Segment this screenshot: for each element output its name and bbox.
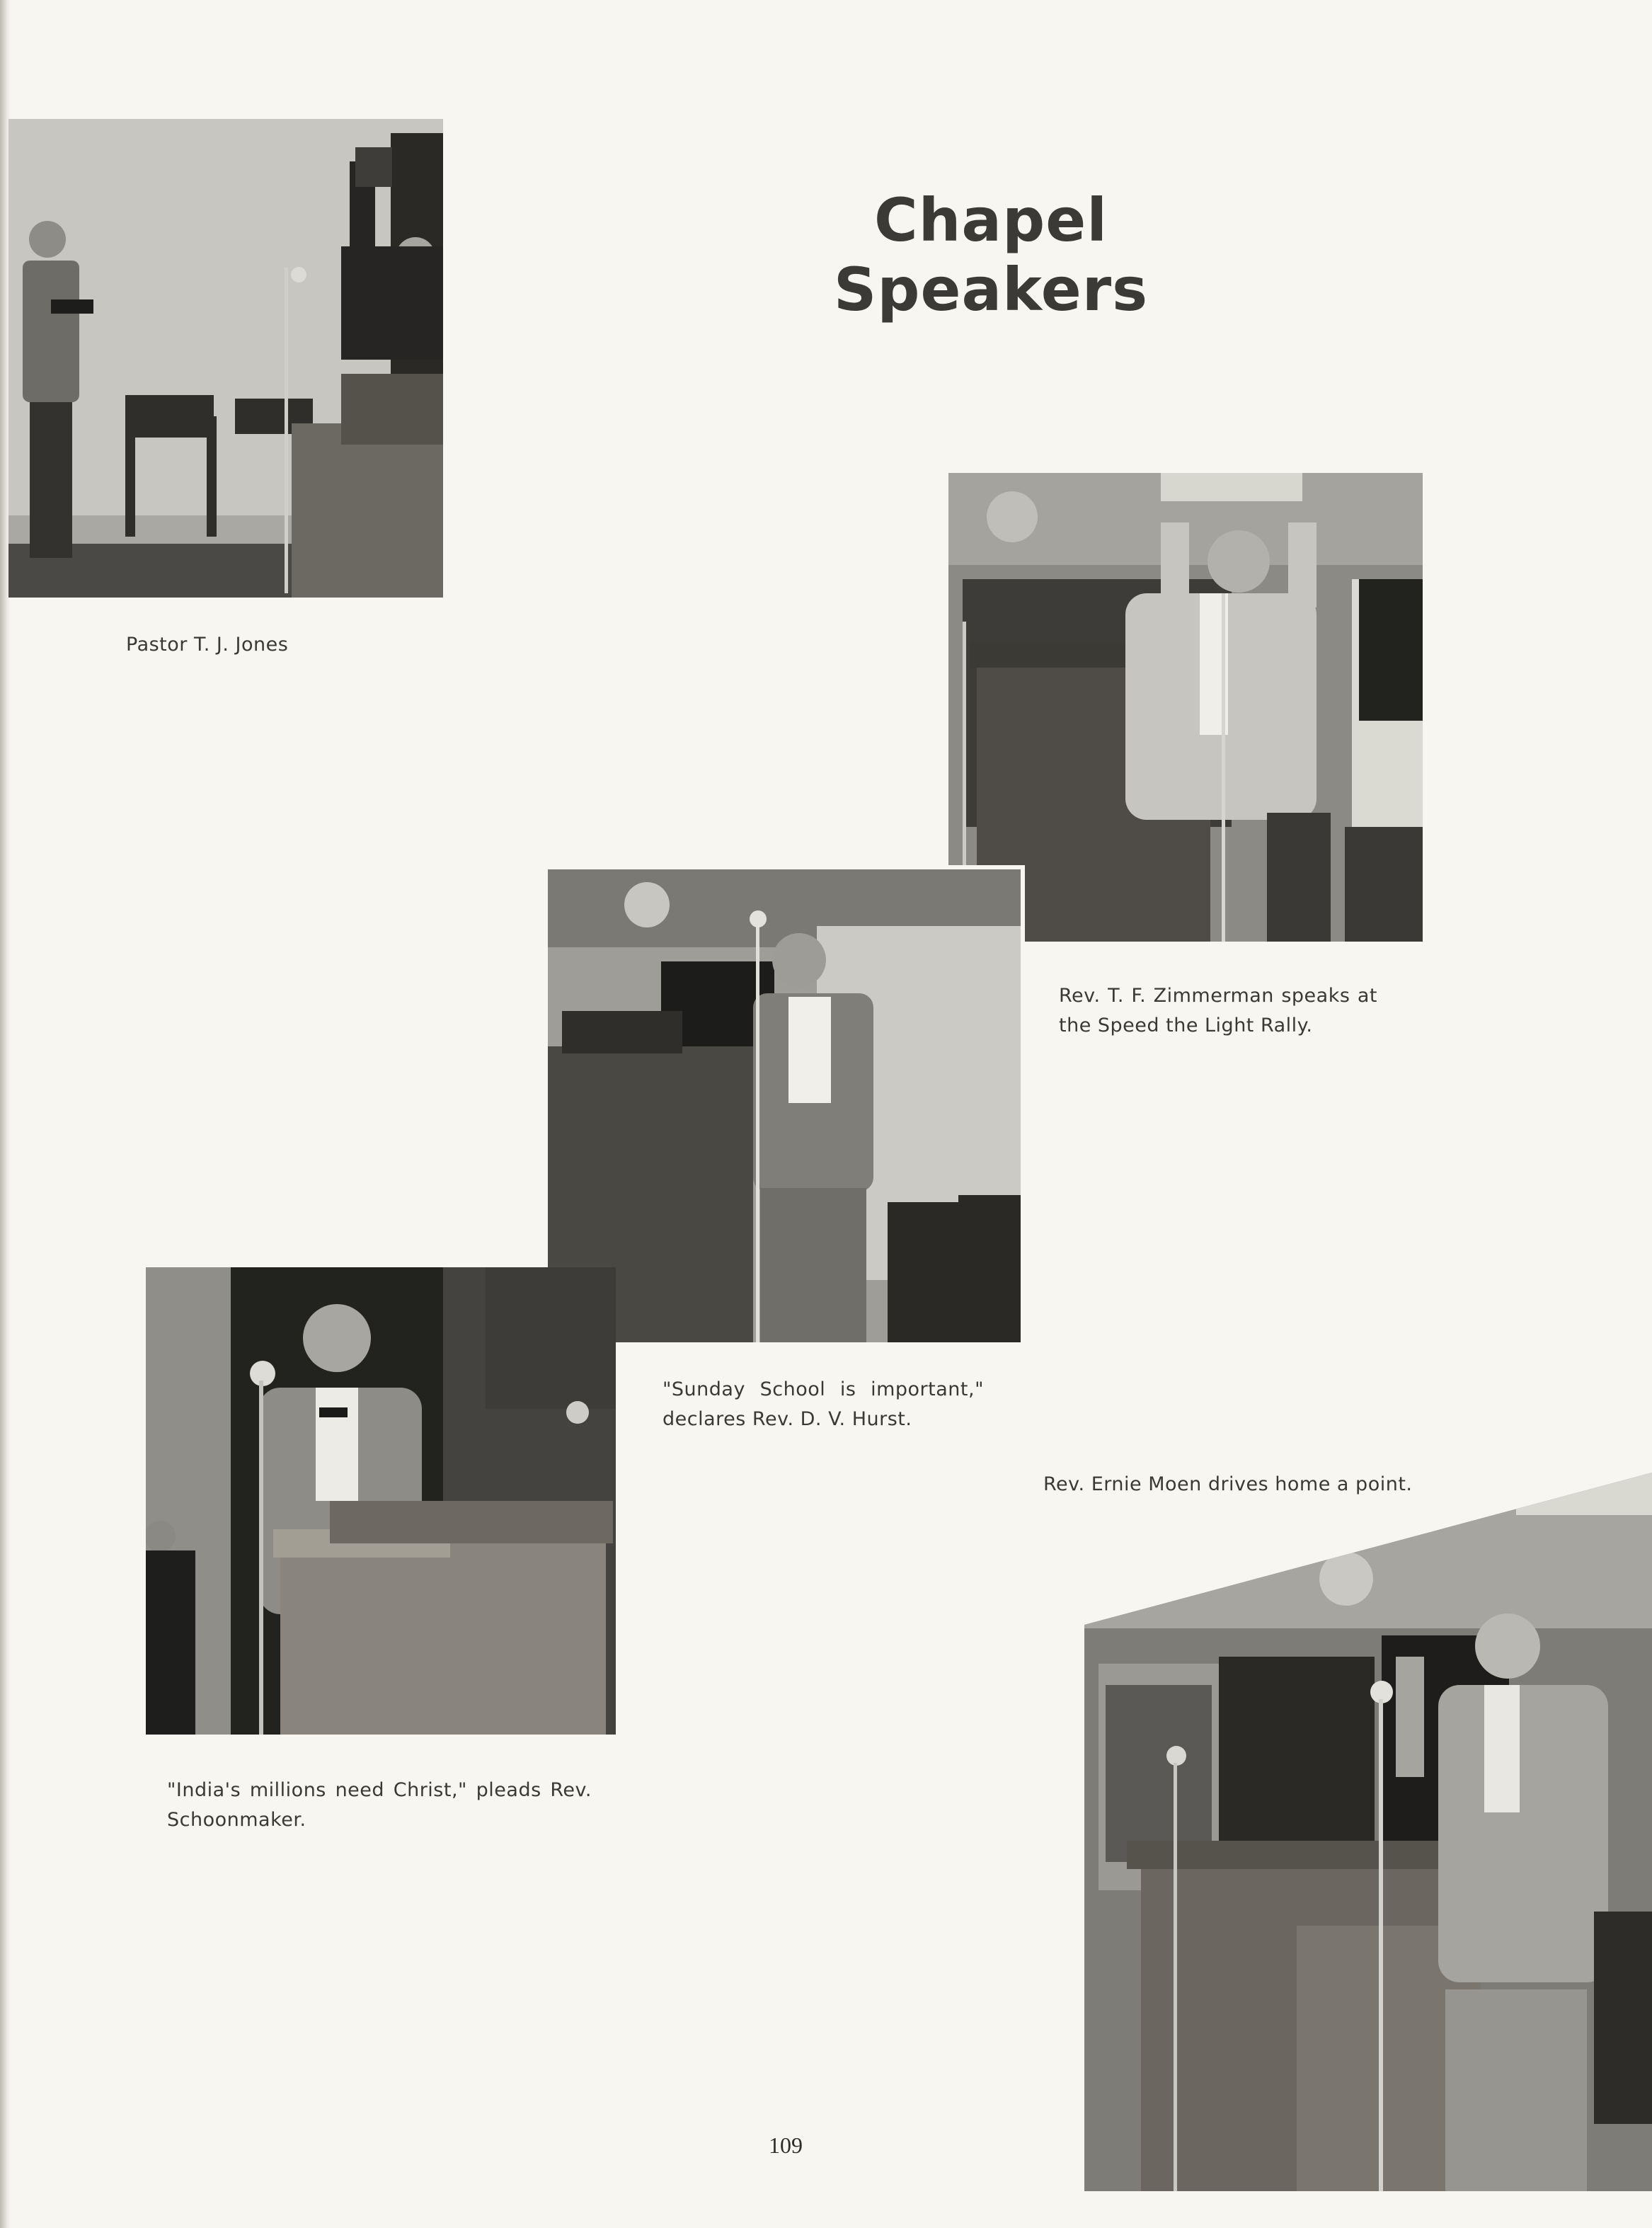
photo-rev-hurst	[544, 865, 1025, 1347]
photo-rev-schoonmaker	[146, 1267, 616, 1735]
caption-rev-hurst: "Sunday School is important," declares Rev. D. V. Hurst.	[662, 1378, 984, 1430]
caption-pastor-jones: Pastor T. J. Jones	[126, 634, 289, 656]
caption-rev-schoonmaker: "India's millions need Christ," pleads Rev. Schoonmaker.	[167, 1779, 592, 1831]
photo-rev-moen-image	[1084, 1473, 1652, 2191]
page-title: Chapel Speakers	[833, 185, 1149, 324]
photo-pastor-jones	[8, 119, 443, 598]
photo-rev-schoonmaker-image	[146, 1267, 616, 1735]
caption-rev-zimmerman: Rev. T. F. Zimmerman speaks at the Speed the Light Rally.	[1059, 985, 1377, 1036]
photo-rev-moen	[1084, 1473, 1652, 2191]
photo-rev-hurst-image	[548, 869, 1021, 1342]
photo-pastor-jones-image	[8, 119, 443, 598]
caption-rev-moen: Rev. Ernie Moen drives home a point.	[1043, 1473, 1413, 1495]
page-number: 109	[769, 2132, 803, 2158]
